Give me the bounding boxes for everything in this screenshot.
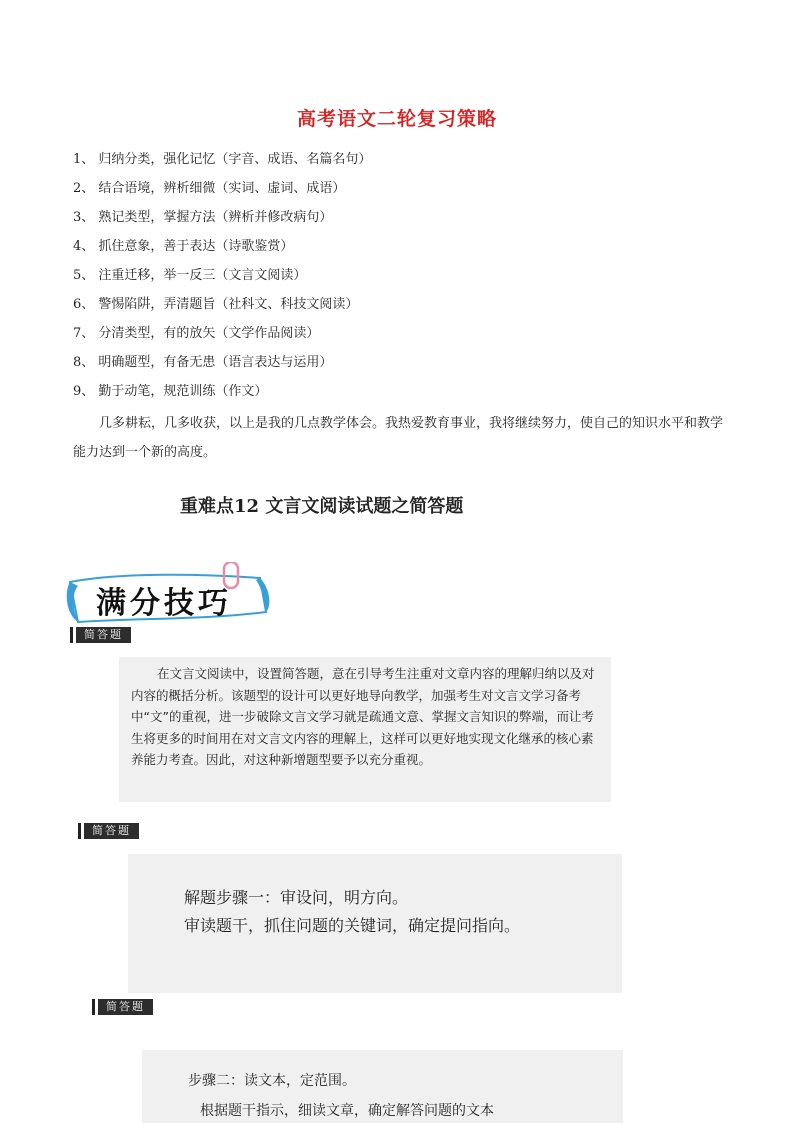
section-tag (70, 627, 131, 643)
banner-heading: 满分技巧 (96, 586, 232, 621)
list-item: 7、 分清类型，有的放矢（文学作品阅读） (73, 326, 320, 341)
section-tag (78, 823, 139, 839)
step-two-box (142, 1050, 623, 1123)
list-item: 3、 熟记类型，掌握方法（辨析并修改病句） (73, 210, 333, 225)
list-item: 8、 明确题型，有备无患（语言表达与运用） (73, 355, 333, 370)
tag-bar (92, 999, 95, 1015)
intro-box (119, 657, 611, 802)
list-item: 4、 抓住意象，善于表达（诗歌鉴赏） (73, 239, 294, 254)
tag-bar (70, 627, 73, 643)
tag-bar (78, 823, 81, 839)
list-item: 9、 勤于动笔，规范训练（作文） (73, 384, 268, 399)
list-item: 6、 警惕陷阱，弄清题旨（社科文、科技文阅读） (73, 297, 359, 312)
document-title: 高考语文二轮复习策略 (296, 108, 497, 130)
tag-label: 简答题 (98, 999, 153, 1015)
step-one-text: 审读题干，抓住问题的关键词，确定提问指向。 (184, 916, 521, 935)
banner-fold-right (256, 578, 269, 612)
step-one-box (128, 854, 622, 993)
closing-paragraph: 几多耕耘，几多收获，以上是我的几点教学体会。我热爱教育事业，我将继续努力，使自己的知识水平和教学能力达到一个新的高度。 (73, 416, 724, 460)
list-item: 1、 归纳分类，强化记忆（字音、成语、名篇名句） (73, 152, 372, 167)
step-two-text: 根据题干指示，细读文章，确定解答问题的文本 (200, 1103, 494, 1119)
section-tag (92, 999, 153, 1015)
intro-text: 在文言文阅读中，设置简答题，意在引导考生注重对文章内容的理解归纳以及对内容的概括分析。该题型的设计可以更好地导向教学，加强考生对文言文学习备考中“文”的重视，进一步破除文言文学习就是疏通文意、掌握文言知识的弊端，而让考生将更多的时间用在对文言文内容的理解上，这样可以更好地实现文化继承的核心素养能力考查。因此，对这种新增题型要予以充分重视。 (131, 666, 595, 767)
section-title: 重难点12 文言文阅读试题之简答题 (180, 496, 464, 517)
list-item: 5、 注重迁移，举一反三（文言文阅读） (73, 268, 307, 283)
step-one-heading: 解题步骤一：审设问，明方向。 (184, 888, 409, 907)
tag-label: 简答题 (84, 823, 139, 839)
tag-label: 简答题 (76, 627, 131, 643)
list-item: 2、 结合语境，辨析细微（实词、虚词、成语） (73, 181, 346, 196)
strategy-list (73, 150, 371, 411)
step-two-heading: 步骤二：读文本，定范围。 (188, 1073, 356, 1089)
